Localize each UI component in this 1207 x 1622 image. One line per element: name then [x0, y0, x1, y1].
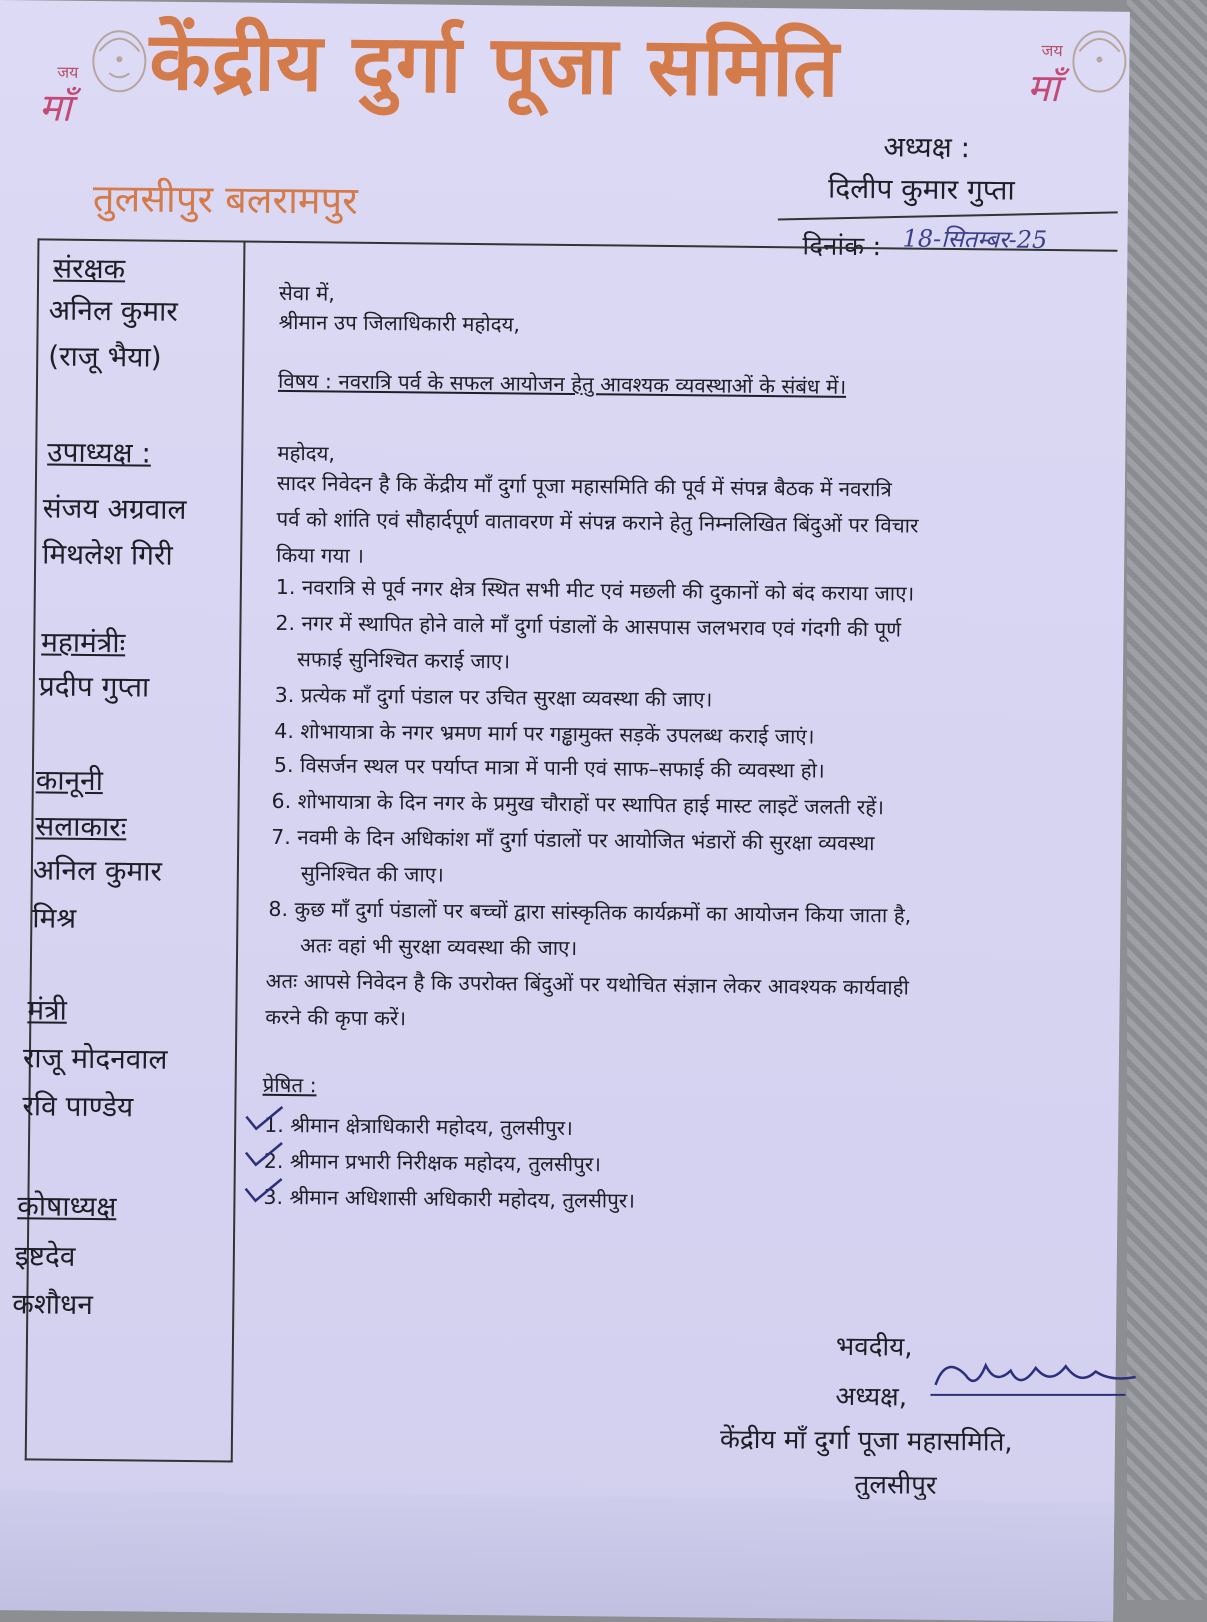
- secretary-name-2: रवि पाण्डेय: [22, 1089, 134, 1124]
- intro-line-3: किया गया ।: [276, 542, 365, 568]
- point-7-line-2: सुनिश्चित की जाए।: [300, 861, 444, 887]
- emblem-maa-text: माँ: [1026, 65, 1060, 111]
- role-secretary: मंत्री: [27, 993, 68, 1027]
- patron-name: अनिल कुमार: [48, 293, 178, 328]
- cc-item-2: 2. श्रीमान प्रभारी निरीक्षक महोदय, तुलसीपुर।: [263, 1148, 602, 1177]
- sign-org: केंद्रीय माँ दुर्गा पूजा महासमिति,: [719, 1424, 1013, 1458]
- general-secretary-name: प्रदीप गुप्ता: [38, 669, 150, 704]
- treasurer-name-2: कशौधन: [12, 1287, 94, 1322]
- president-label: अध्यक्ष :: [883, 130, 971, 165]
- legal-advisor-name-1: अनिल कुमार: [32, 853, 163, 888]
- legal-advisor-name-2: मिश्र: [32, 901, 77, 935]
- role-legal-advisor-line2: सलाकारः: [35, 809, 127, 844]
- sidebar-right-border: [231, 241, 246, 1463]
- point-2-line-2: सफाई सुनिश्चित कराई जाए।: [296, 647, 511, 674]
- date-value: 18-सितम्बर-25: [902, 224, 1048, 254]
- closing-line-1: अतः आपसे निवेदन है कि उपरोक्त बिंदुओं पर यथोचित संज्ञान लेकर आवश्यक कार्यवाही: [265, 968, 909, 1000]
- right-emblem: [1018, 21, 1139, 152]
- point-7-line-1: 7. नवमी के दिन अधिकांश माँ दुर्गा पंडालों पर आयोजित भंडारों की सुरक्षा व्यवस्था: [271, 824, 875, 856]
- date-label: [802, 226, 881, 263]
- role-vice-president: उपाध्यक्ष :: [47, 435, 152, 470]
- intro-line-2: पर्व को शांति एवं सौहार्दपूर्ण वातावरण में संपन्न कराने हेतु निम्नलिखित बिंदुओं पर विचार: [276, 506, 919, 538]
- role-patron: संरक्षक: [53, 251, 126, 286]
- emblem-jay-text: जय: [1041, 40, 1063, 61]
- cc-label: प्रेषित :: [262, 1072, 317, 1098]
- subject-line: विषय : नवरात्रि पर्व के सफल आयोजन हेतु आवश्यक व्यवस्थाओं के संबंध में।: [277, 368, 847, 399]
- sidebar-bottom-border: [25, 1458, 233, 1462]
- salutation: महोदय,: [277, 440, 336, 466]
- point-8-line-2: अतः वहां भी सुरक्षा व्यवस्था की जाए।: [299, 933, 578, 961]
- point-4: 4. शोभायात्रा के नगर भ्रमण मार्ग पर गड्ढामुक्त सड़कें उपलब्ध कराई जाएं।: [274, 718, 815, 749]
- vice-president-name-2: मिथलेश गिरी: [42, 537, 173, 572]
- left-emblem: [38, 20, 159, 151]
- point-3: 3. प्रत्येक माँ दुर्गा पंडाल पर उचित सुरक्षा व्यवस्था की जाए।: [274, 682, 713, 712]
- president-name: दिलीप कुमार गुप्ता: [827, 171, 1015, 207]
- vice-president-name-1: संजय अग्रवाल: [42, 491, 187, 526]
- header-rule-right: [778, 211, 1118, 220]
- role-legal-advisor-line1: कानूनी: [35, 763, 104, 798]
- cc-item-3: 3. श्रीमान अधिशासी अधिकारी महोदय, तुलसीपुर।: [263, 1184, 636, 1213]
- cc-item-1: 1. श्रीमान क्षेत्राधिकारी महोदय, तुलसीपुर।: [264, 1112, 574, 1141]
- signature-icon: [925, 1345, 1146, 1417]
- patron-alias: (राजू भैया): [48, 339, 162, 374]
- point-2-line-1: 2. नगर में स्थापित होने वाले माँ दुर्गा पंडालों के आसपास जलभराव एवं गंदगी की पूर्ण: [275, 610, 902, 642]
- role-general-secretary: महामंत्रीः: [41, 625, 126, 660]
- sign-title: अध्यक्ष,: [835, 1381, 908, 1413]
- point-5: 5. विसर्जन स्थल पर पर्याप्त मात्रा में पानी एवं साफ–सफाई की व्यवस्था हो।: [273, 752, 825, 783]
- paper-fold-shadow: [0, 1490, 1114, 1622]
- sign-place: तुलसीपुर: [854, 1470, 937, 1501]
- committee-title: कें‍द्रीय दुर्गा पूजा समिति: [148, 13, 841, 115]
- treasurer-name-1: इष्टदेव: [14, 1239, 76, 1273]
- point-6: 6. शोभायात्रा के दिन नगर के प्रमुख चौराहों पर स्थापित हाई मास्ट लाइटें जलती रहें।: [271, 788, 885, 820]
- emblem-jay-text: जय: [57, 62, 79, 82]
- sidebar-left-border: [25, 238, 40, 1460]
- role-treasurer: कोषाध्यक्ष: [17, 1189, 117, 1224]
- emblem-maa-text: माँ: [38, 85, 72, 130]
- secretary-name-1: राजू मोदनवाल: [22, 1041, 168, 1076]
- closing-line-2: करने की कृपा करें।: [265, 1004, 407, 1031]
- addressee-line-2: श्रीमान उप जिलाधिकारी महोदय,: [278, 309, 521, 337]
- point-8-line-1: 8. कुछ माँ दुर्गा पंडालों पर बच्चों द्वारा सांस्कृतिक कार्यक्रमों का आयोजन किया जाता है,: [268, 896, 912, 928]
- addressee-line-1: सेवा में,: [278, 280, 335, 306]
- committee-location: तुलसीपुर बलरामपुर: [92, 175, 359, 223]
- point-1: 1. नवरात्रि से पूर्व नगर क्षेत्र स्थित सभी मीट एवं मछली की दुकानों को बंद कराया जाए।: [275, 574, 915, 606]
- sign-yours: भवदीय,: [835, 1331, 913, 1363]
- check-marks-icon: [241, 1103, 286, 1223]
- intro-line-1: सादर निवेदन है कि केंद्रीय माँ दुर्गा पूजा महासमिति की पूर्व में संपन्न बैठक में नवरात्रि: [276, 470, 892, 502]
